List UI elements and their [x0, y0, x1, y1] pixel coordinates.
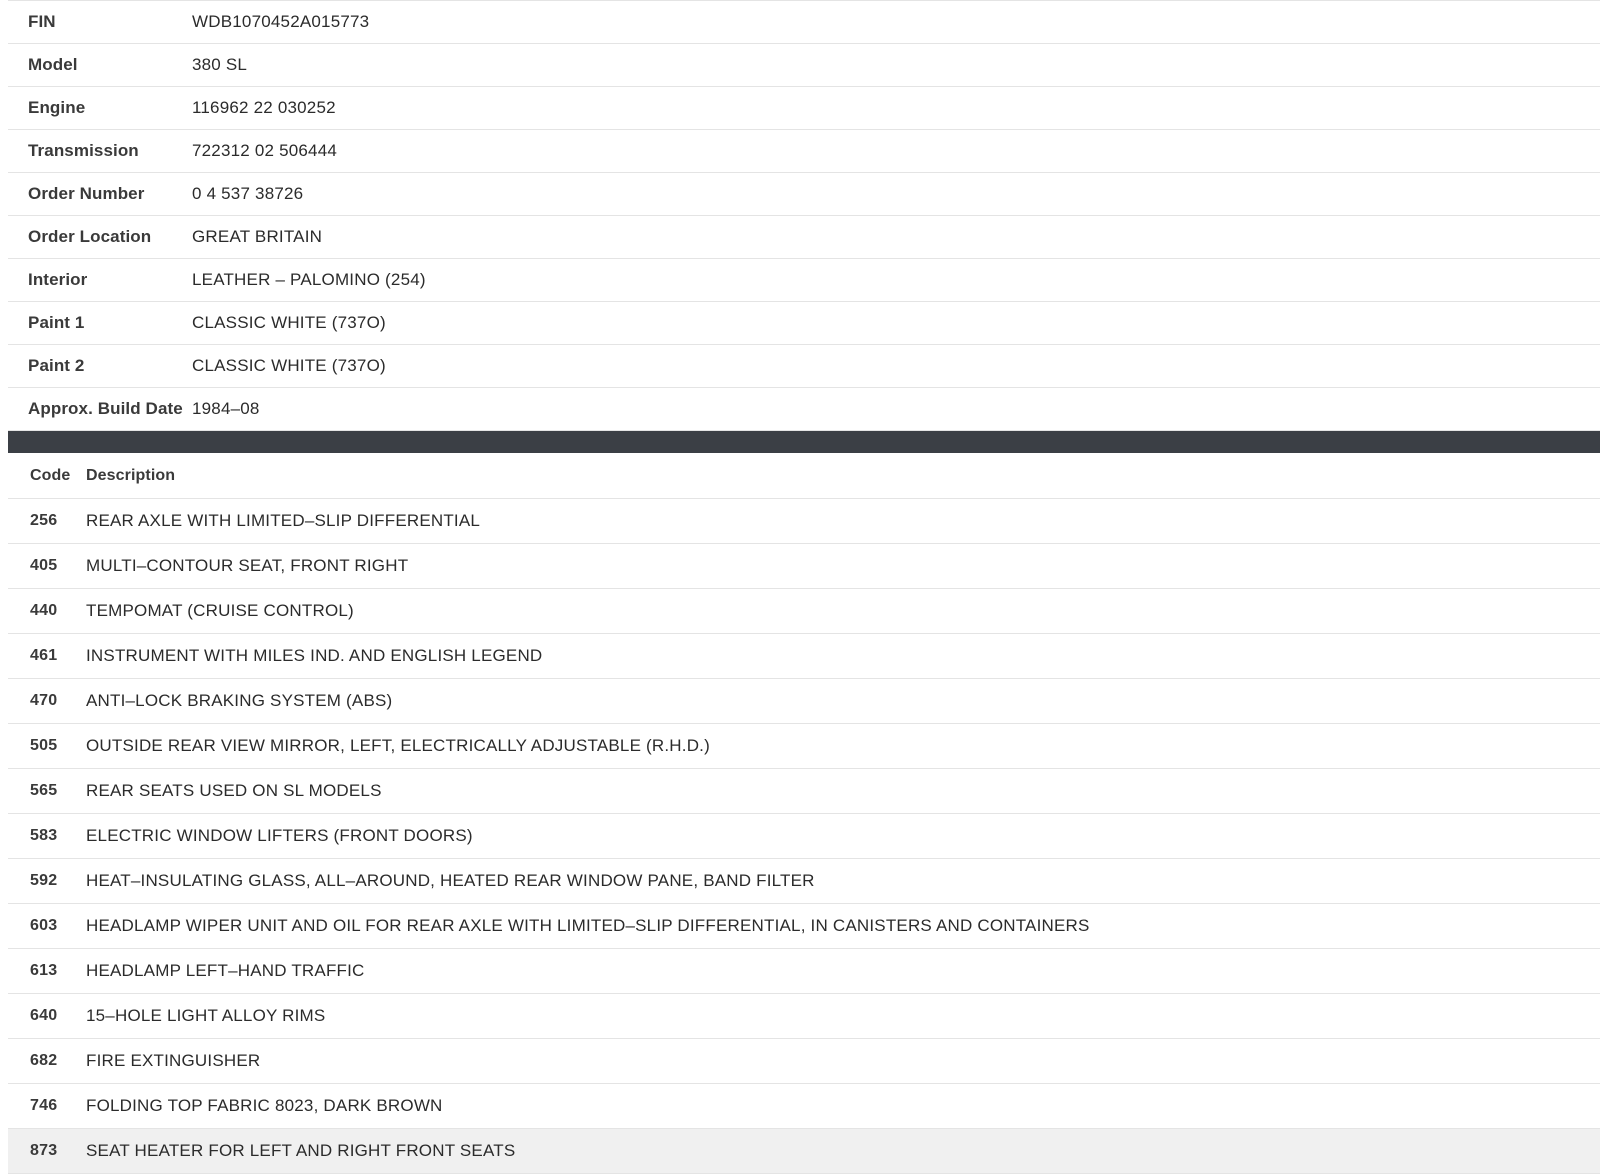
option-description: REAR AXLE WITH LIMITED–SLIP DIFFERENTIAL	[86, 499, 1600, 544]
option-code: 505	[8, 724, 86, 769]
table-row[interactable]	[8, 904, 1600, 949]
table-row[interactable]	[8, 814, 1600, 859]
option-codes-table	[8, 453, 1600, 1174]
spec-row	[8, 1, 1600, 44]
spec-value: GREAT BRITAIN	[192, 227, 323, 246]
table-row[interactable]	[8, 589, 1600, 634]
option-description: OUTSIDE REAR VIEW MIRROR, LEFT, ELECTRICALLY ADJUSTABLE (R.H.D.)	[86, 724, 1600, 769]
spec-value: CLASSIC WHITE (737O)	[192, 313, 386, 332]
table-row[interactable]	[8, 499, 1600, 544]
option-code: 682	[8, 1039, 86, 1084]
option-description: ELECTRIC WINDOW LIFTERS (FRONT DOORS)	[86, 814, 1600, 859]
table-row[interactable]	[8, 1084, 1600, 1129]
spec-value: LEATHER – PALOMINO (254)	[192, 270, 426, 289]
spec-row	[8, 130, 1600, 173]
table-row[interactable]	[8, 994, 1600, 1039]
spec-label: Transmission	[28, 141, 139, 160]
option-code: 583	[8, 814, 86, 859]
spec-label: Interior	[28, 270, 88, 289]
spec-label: Engine	[28, 98, 86, 117]
spec-row	[8, 87, 1600, 130]
spec-row	[8, 388, 1600, 431]
table-row[interactable]	[8, 1039, 1600, 1084]
option-description: REAR SEATS USED ON SL MODELS	[86, 769, 1600, 814]
option-description: ANTI–LOCK BRAKING SYSTEM (ABS)	[86, 679, 1600, 724]
spec-row	[8, 302, 1600, 345]
option-codes-body	[8, 499, 1600, 1174]
option-code: 613	[8, 949, 86, 994]
spec-value: 1984–08	[192, 399, 260, 418]
spec-label: Order Location	[28, 227, 152, 246]
table-row[interactable]	[8, 769, 1600, 814]
option-code: 461	[8, 634, 86, 679]
column-header-description: Description	[86, 453, 1600, 499]
spec-label: FIN	[28, 12, 56, 31]
option-description: HEADLAMP WIPER UNIT AND OIL FOR REAR AXLE WITH LIMITED–SLIP DIFFERENTIAL, IN CANISTERS AND CONTAINERS	[86, 904, 1600, 949]
section-divider-band	[0, 431, 1600, 453]
option-description: FOLDING TOP FABRIC 8023, DARK BROWN	[86, 1084, 1600, 1129]
option-description: INSTRUMENT WITH MILES IND. AND ENGLISH LEGEND	[86, 634, 1600, 679]
spec-label: Order Number	[28, 184, 145, 203]
spec-row	[8, 345, 1600, 388]
spec-row	[8, 44, 1600, 87]
spec-value: 722312 02 506444	[192, 141, 338, 160]
spec-row	[8, 216, 1600, 259]
option-description: TEMPOMAT (CRUISE CONTROL)	[86, 589, 1600, 634]
option-code: 565	[8, 769, 86, 814]
band-left-gutter	[0, 431, 8, 453]
spec-label: Model	[28, 55, 78, 74]
spec-label: Paint 1	[28, 313, 85, 332]
spec-value: 0 4 537 38726	[192, 184, 304, 203]
option-code: 256	[8, 499, 86, 544]
spec-value: 116962 22 030252	[192, 98, 336, 117]
table-row[interactable]	[8, 859, 1600, 904]
table-row[interactable]	[8, 679, 1600, 724]
table-row[interactable]	[8, 634, 1600, 679]
option-code: 746	[8, 1084, 86, 1129]
spec-row	[8, 259, 1600, 302]
option-description: 15–HOLE LIGHT ALLOY RIMS	[86, 994, 1600, 1039]
option-codes-header-row	[8, 453, 1600, 499]
table-row[interactable]	[8, 949, 1600, 994]
vehicle-specs-body	[8, 1, 1600, 431]
option-description: MULTI–CONTOUR SEAT, FRONT RIGHT	[86, 544, 1600, 589]
vehicle-specs-card	[0, 0, 1600, 431]
option-codes-card	[0, 453, 1600, 1174]
option-description: FIRE EXTINGUISHER	[86, 1039, 1600, 1084]
vehicle-specs-table	[8, 0, 1600, 431]
option-code: 603	[8, 904, 86, 949]
spec-value: 380 SL	[192, 55, 248, 74]
table-row[interactable]	[8, 724, 1600, 769]
column-header-code: Code	[8, 453, 86, 499]
option-description: SEAT HEATER FOR LEFT AND RIGHT FRONT SEATS	[86, 1129, 1600, 1174]
option-code: 592	[8, 859, 86, 904]
spec-row	[8, 173, 1600, 216]
table-row[interactable]	[8, 1129, 1600, 1174]
option-description: HEAT–INSULATING GLASS, ALL–AROUND, HEATED REAR WINDOW PANE, BAND FILTER	[86, 859, 1600, 904]
option-description: HEADLAMP LEFT–HAND TRAFFIC	[86, 949, 1600, 994]
option-code: 470	[8, 679, 86, 724]
spec-label: Approx. Build Date	[28, 399, 183, 418]
spec-value: CLASSIC WHITE (737O)	[192, 356, 386, 375]
spec-value: WDB1070452A015773	[192, 12, 370, 31]
option-code: 440	[8, 589, 86, 634]
table-row[interactable]	[8, 544, 1600, 589]
option-codes-head	[8, 453, 1600, 499]
option-code: 405	[8, 544, 86, 589]
option-code: 640	[8, 994, 86, 1039]
spec-label: Paint 2	[28, 356, 85, 375]
option-code: 873	[8, 1129, 86, 1174]
